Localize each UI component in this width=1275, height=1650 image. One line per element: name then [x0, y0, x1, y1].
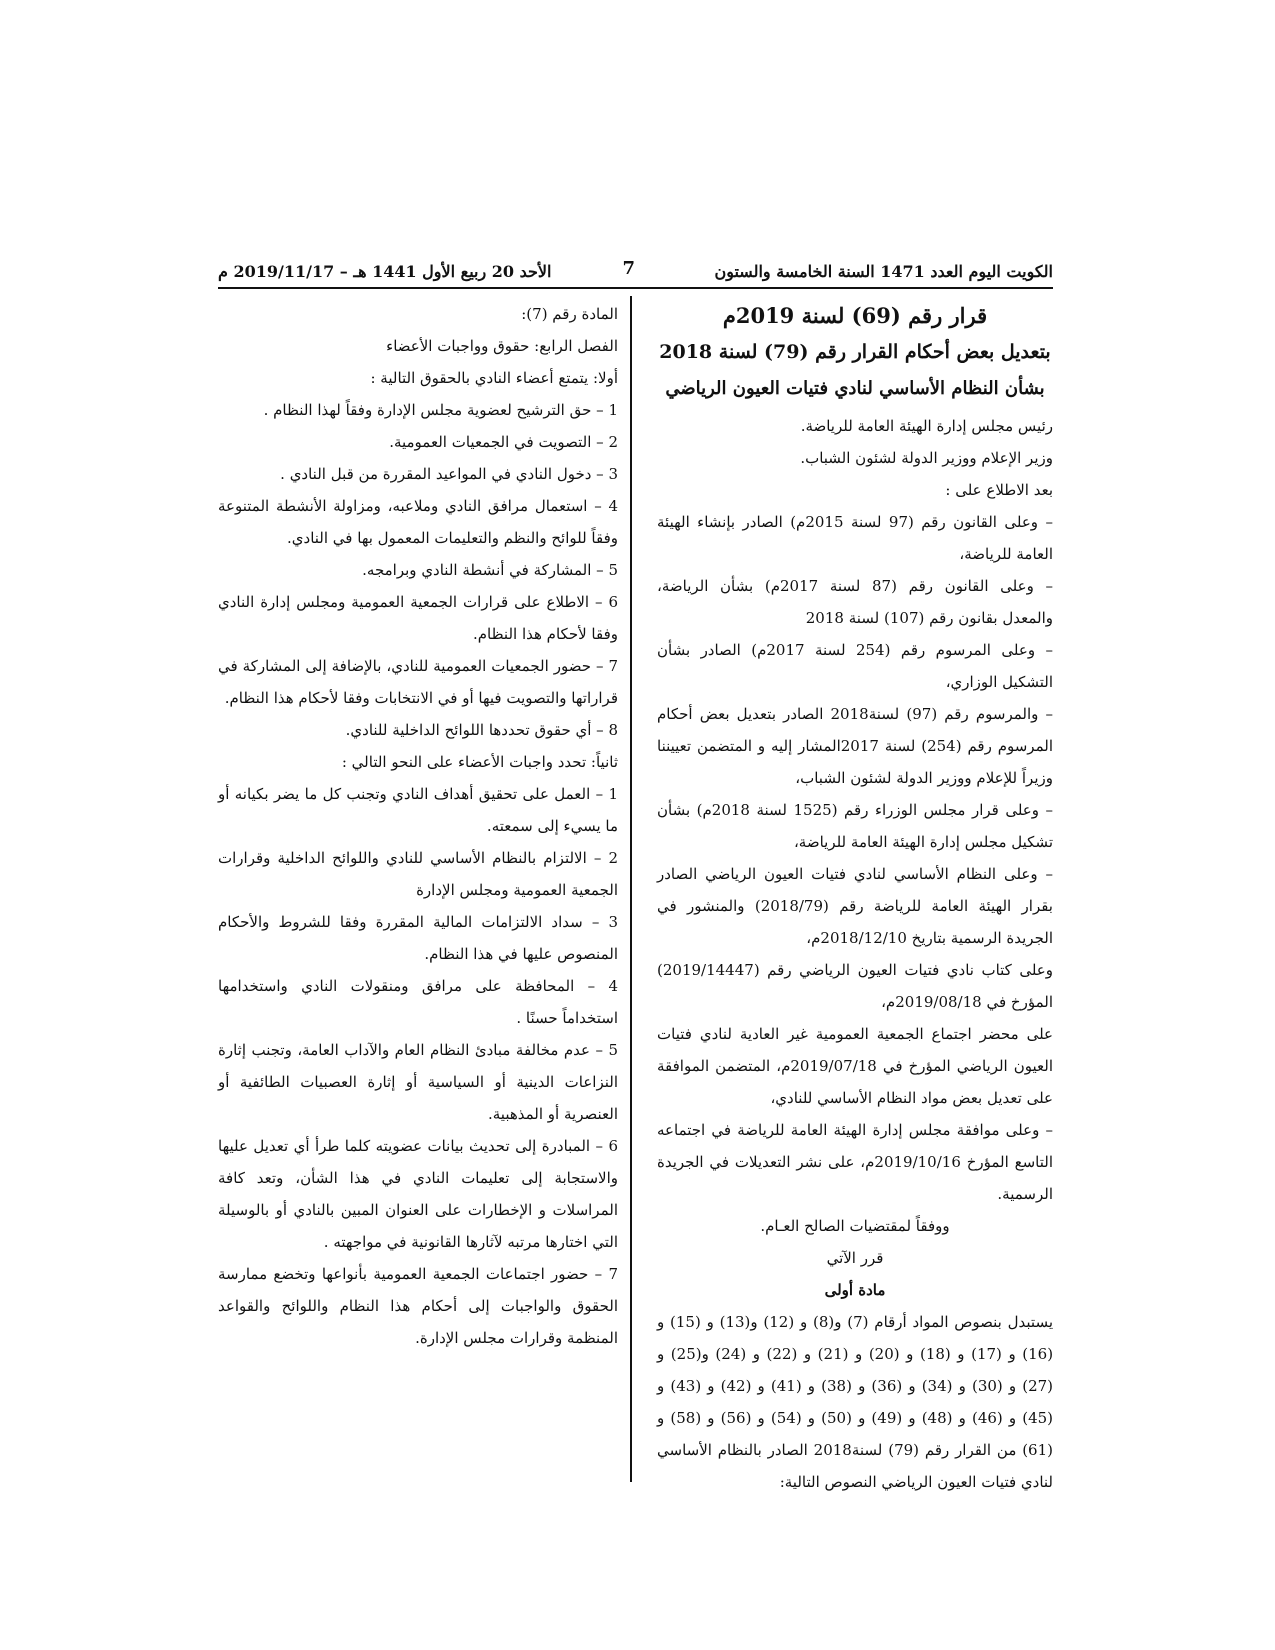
list-item: 5 – المشاركة في أنشطة النادي وبرامجه.: [362, 561, 618, 579]
page-header: [218, 258, 1053, 288]
paragraph: – وعلى القانون رقم (97 لسنة 2015م) الصادر بإنشاء الهيئة العامة للرياضة،: [657, 513, 1053, 563]
paragraph: رئيس مجلس إدارة الهيئة العامة للرياضة.: [800, 417, 1053, 435]
article-heading: مادة أولى: [824, 1281, 886, 1299]
paragraph: أولا: يتمتع أعضاء النادي بالحقوق التالية :: [370, 369, 618, 387]
decision-subtitle: بتعديل بعض أحكام القرار رقم (79) لسنة 2018: [659, 341, 1051, 363]
paragraph: – وعلى النظام الأساسي لنادي فتيات العيون الرياضي الصادر بقرار الهيئة العامة للرياضة رقم (2018/79) والمنشور في الجريدة الرسمية بتاريخ 2018/12/10م،: [657, 865, 1053, 947]
list-item: 5 – عدم مخالفة مبادئ النظام العام والآداب العامة، وتجنب إثارة النزاعات الدينية أو السياسية أو إثارة العصبيات الطائفية أو العنصرية أو المذهبية.: [218, 1041, 618, 1123]
list-item: 1 – حق الترشيح لعضوية مجلس الإدارة وفقاً لهذا النظام .: [263, 401, 618, 419]
header-issue-info: الكويت اليوم العدد 1471 السنة الخامسة والستون: [714, 262, 1053, 281]
paragraph: على محضر اجتماع الجمعية العمومية غير العادية لنادي فتيات العيون الرياضي المؤرخ في 2019/07/18م، المتضمن الموافقة على تعديل بعض مواد النظام الأساسي للنادي،: [657, 1025, 1054, 1107]
decision-title: قرار رقم (69) لسنة 2019م: [722, 303, 988, 328]
list-item: 1 – العمل على تحقيق أهداف النادي وتجنب كل ما يضر بكيانه أو ما يسيء إلى سمعته.: [218, 785, 618, 835]
list-item: 7 – حضور اجتماعات الجمعية العمومية بأنواعها وتخضع ممارسة الحقوق والواجبات إلى أحكام هذا النظام واللوائح والقواعد المنظمة وقرارات مجلس الإدارة.: [218, 1265, 618, 1347]
paragraph: – وعلى موافقة مجلس إدارة الهيئة العامة للرياضة في اجتماعه التاسع المؤرخ 2019/10/16م، على نشر التعديلات في الجريدة الرسمية.: [657, 1121, 1053, 1203]
paragraph: – وعلى المرسوم رقم (254 لسنة 2017م) الصادر بشأن التشكيل الوزاري،: [657, 641, 1053, 691]
page-number: 7: [622, 258, 635, 279]
article-heading: المادة رقم (7):: [521, 305, 618, 323]
decision-subtitle: بشأن النظام الأساسي لنادي فتيات العيون الرياضي: [665, 378, 1045, 399]
list-item: 7 – حضور الجمعيات العمومية للنادي، بالإضافة إلى المشاركة في قراراتها والتصويت فيها أو في الانتخابات وفقا لأحكام هذا النظام.: [218, 657, 618, 707]
paragraph: – والمرسوم رقم (97) لسنة2018 الصادر بتعديل بعض أحكام المرسوم رقم (254) لسنة 2017المشار إليه و المتضمن تعييننا وزيراً للإعلام ووزير الدولة لشئون الشباب،: [657, 705, 1054, 787]
header-date: الأحد 20 ربيع الأول 1441 هـ – 2019/11/17 م: [218, 262, 552, 281]
list-item: 4 – المحافظة على مرافق ومنقولات النادي واستخدامها استخداماً حسنًا .: [218, 977, 618, 1027]
list-item: 2 – الالتزام بالنظام الأساسي للنادي واللوائح الداخلية وقرارات الجمعية العمومية ومجلس الإدارة: [218, 849, 618, 899]
paragraph: يستبدل بنصوص المواد أرقام (7) و(8) و (12) و(13) و (15) و (16) و (17) و (18) و (20) و (21) و (22) و (24) و(25) و (27) و (30) و (34) و (36) و (38) و (41) و (42) و (43) و (45) و (46) و (48) و (49) و (50) و (54) و (56) و (58) و (61) من القرار رقم (79) لسنة2018 الصادر بالنظام الأساسي لنادي فتيات العيون الرياضي النصوص التالية:: [657, 1313, 1054, 1491]
right-column: [657, 298, 1053, 1498]
paragraph: وعلى كتاب نادي فتيات العيون الرياضي رقم (2019/14447) المؤرخ في 2019/08/18م،: [657, 961, 1053, 1011]
paragraph: – وعلى القانون رقم (87 لسنة 2017م) بشأن الرياضة، والمعدل بقانون رقم (107) لسنة 2018: [657, 577, 1053, 627]
decision-heading: قرر الآتي: [826, 1249, 884, 1267]
column-divider: [630, 296, 632, 1482]
chapter-heading: الفصل الرابع: حقوق وواجبات الأعضاء: [386, 337, 618, 355]
list-item: 8 – أي حقوق تحددها اللوائح الداخلية للنادي.: [345, 721, 618, 739]
list-item: 2 – التصويت في الجمعيات العمومية.: [389, 433, 618, 451]
list-item: 3 – سداد الالتزامات المالية المقررة وفقا للشروط والأحكام المنصوص عليها في هذا النظام.: [218, 913, 618, 963]
header-rule: [218, 287, 1053, 289]
paragraph: وزير الإعلام ووزير الدولة لشئون الشباب.: [800, 449, 1053, 467]
paragraph: بعد الاطلاع على :: [945, 481, 1053, 499]
list-item: 6 – المبادرة إلى تحديث بيانات عضويته كلما طرأ أي تعديل عليها والاستجابة إلى تعليمات النادي في هذا الشأن، وتعد كافة المراسلات و الإخطارات على العنوان المبين بالنادي أو بالوسيلة التي اختارها مرتبه لآثارها القانونية في مواجهته .: [218, 1137, 618, 1251]
paragraph: ثانياً: تحدد واجبات الأعضاء على النحو التالي :: [341, 753, 618, 771]
paragraph: – وعلى قرار مجلس الوزراء رقم (1525 لسنة 2018م) بشأن تشكيل مجلس إدارة الهيئة العامة للرياضة،: [657, 801, 1053, 851]
paragraph: ووفقاً لمقتضيات الصالح العـام.: [760, 1217, 950, 1235]
list-item: 4 – استعمال مرافق النادي وملاعبه، ومزاولة الأنشطة المتنوعة وفقاً للوائح والنظم والتعليمات المعمول بها في النادي.: [218, 497, 618, 547]
left-column: [218, 298, 618, 1354]
list-item: 6 – الاطلاع على قرارات الجمعية العمومية ومجلس إدارة النادي وفقا لأحكام هذا النظام.: [218, 593, 618, 643]
list-item: 3 – دخول النادي في المواعيد المقررة من قبل النادي .: [280, 465, 618, 483]
